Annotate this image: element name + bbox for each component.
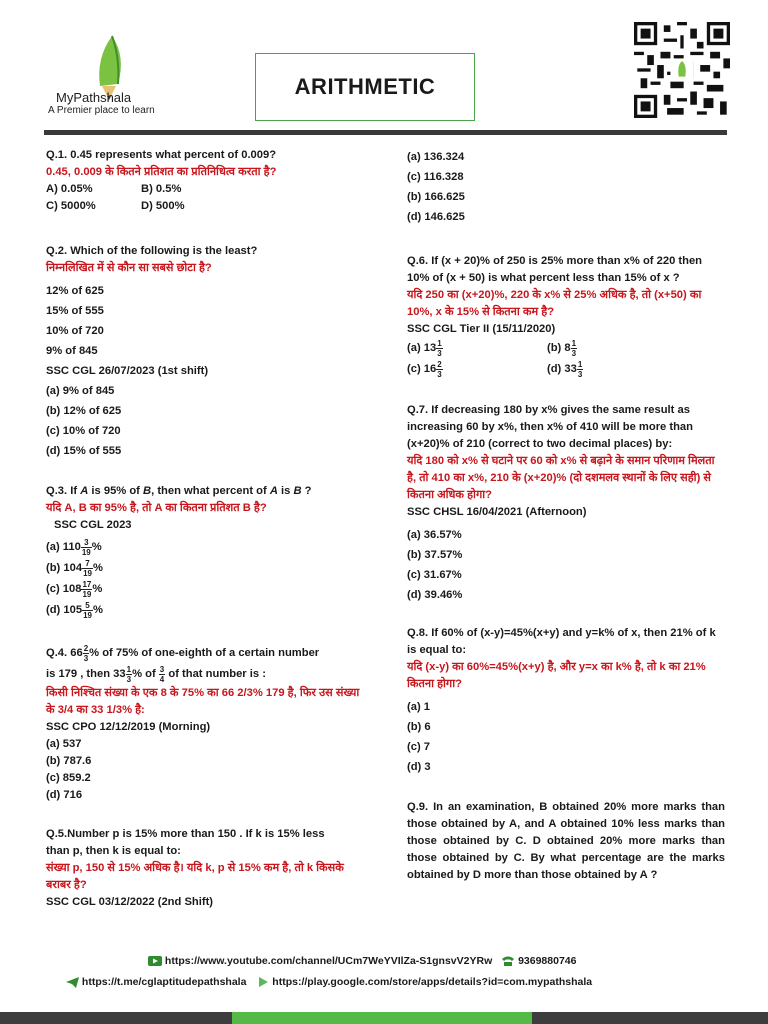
option: (c) 859.2 bbox=[46, 772, 91, 784]
option-label: (b) 8 bbox=[547, 342, 571, 354]
numerator: 7 bbox=[82, 559, 93, 569]
question-text-hi: संख्या p, 150 से 15% अधिक है। यदि k, p से 15% कम है, तो k किसके बराबर है? bbox=[46, 862, 344, 891]
q3-var: A bbox=[80, 485, 89, 497]
question-text-en: Q.9. In an examination, B obtained 20% more marks than those obtained by A, and A obtained 10% less marks than those obtained by C. D obtained 20% more marks than those obtained by C. By what percentage are the marks obtained by D more than those obtained by A ? bbox=[407, 801, 725, 881]
option: (a) 36.57% bbox=[407, 529, 462, 541]
question-text-hi: 0.45, 0.009 के कितने प्रतिशत का प्रतिनिधित्व करता है? bbox=[46, 166, 277, 178]
option: (a) 537 bbox=[46, 738, 82, 750]
percent-sign: % bbox=[92, 562, 103, 574]
denominator: 3 bbox=[437, 369, 442, 379]
question-text-hi: यदि (x-y) का 60%=45%(x+y) है, और y=x का k% है, तो k का 21% कितना होगा? bbox=[407, 661, 706, 690]
phone-icon bbox=[501, 955, 515, 967]
denominator: 19 bbox=[81, 547, 91, 557]
q4-text-part: of that number is : bbox=[165, 668, 266, 680]
numerator: 5 bbox=[82, 601, 93, 611]
question-4 bbox=[46, 643, 376, 804]
option-label: (a) 110 bbox=[46, 541, 81, 553]
numerator: 2 bbox=[83, 643, 89, 653]
denominator: 19 bbox=[83, 568, 92, 578]
exam-source: SSC CPO 12/12/2019 (Morning) bbox=[46, 721, 211, 733]
question-1 bbox=[46, 147, 376, 215]
question-text-hi: यदि 250 का (x+20)%, 220 के x% से 25% अधिक है, तो (x+50) का 10%, x के 15% से कितना कम है? bbox=[407, 289, 702, 318]
question-7 bbox=[407, 402, 725, 605]
brand-tagline: A Premier place to learn bbox=[48, 105, 155, 116]
option: (d) 146.625 bbox=[407, 211, 465, 223]
option: C) 5000% bbox=[46, 200, 96, 212]
question-5-options bbox=[407, 147, 725, 227]
page-title bbox=[255, 53, 475, 121]
denominator: 3 bbox=[126, 674, 132, 684]
fraction bbox=[577, 360, 583, 379]
option bbox=[547, 359, 583, 380]
qr-code-icon[interactable] bbox=[634, 22, 730, 118]
option: (c) 31.67% bbox=[407, 569, 462, 581]
option: (b) 166.625 bbox=[407, 191, 465, 203]
exam-source: SSC CGL Tier II (15/11/2020) bbox=[407, 323, 556, 335]
option: D) 500% bbox=[141, 200, 185, 212]
denominator: 3 bbox=[83, 653, 89, 663]
option-label: (c) 108 bbox=[46, 583, 82, 595]
option-label: (c) 16 bbox=[407, 363, 437, 375]
q3-text-part: ? bbox=[301, 485, 312, 497]
footer-row-1 bbox=[148, 955, 768, 967]
option-row bbox=[407, 338, 725, 359]
question-8 bbox=[407, 625, 725, 777]
left-column bbox=[46, 147, 376, 929]
option bbox=[46, 600, 376, 621]
option-row bbox=[407, 359, 725, 380]
fraction bbox=[82, 601, 93, 620]
fraction bbox=[81, 538, 92, 557]
question-text-hi: यदि A, B का 95% है, तो A का कितना प्रतिशत B है? bbox=[46, 502, 267, 514]
q4-text-part: % of 75% of one-eighth of a certain number bbox=[89, 647, 320, 659]
option: (a) 1 bbox=[407, 701, 431, 713]
option: (d) 15% of 555 bbox=[46, 445, 122, 457]
numerator: 1 bbox=[437, 338, 442, 348]
header-divider bbox=[44, 130, 727, 135]
numerator: 2 bbox=[437, 359, 442, 369]
option: (c) 116.328 bbox=[407, 171, 464, 183]
q3-var: A bbox=[269, 485, 278, 497]
option bbox=[46, 558, 376, 579]
question-text-en: Q.7. If decreasing 180 by x% gives the same result as increasing 60 by x%, then x% of 410 will be more than (x+20)% of 210 (correct to two decimal places) by: bbox=[407, 404, 693, 450]
list-item: 12% of 625 bbox=[46, 285, 104, 297]
denominator: 19 bbox=[82, 589, 92, 599]
option: (d) 716 bbox=[46, 789, 83, 801]
title-text: ARITHMETIC bbox=[294, 74, 436, 99]
brand-name: MyPathshala bbox=[56, 90, 132, 105]
percent-sign: % bbox=[92, 583, 103, 595]
fraction bbox=[436, 339, 442, 358]
fraction bbox=[81, 580, 92, 599]
denominator: 3 bbox=[437, 348, 442, 358]
question-6 bbox=[407, 253, 725, 380]
option bbox=[407, 359, 547, 380]
play-store-icon[interactable] bbox=[257, 976, 269, 988]
question-text-hi: यदि 180 को x% से घटाने पर 60 को x% से बढ़ाने के समान परिणाम मिलता है, तो 410 का x%, 210 के (x+20)% (दो दशमलव स्थानों के लिए सही) से कितना अधिक होगा? bbox=[407, 455, 715, 501]
list-item: 15% of 555 bbox=[46, 305, 104, 317]
q3-text-part: , then what percent of bbox=[151, 485, 270, 497]
telegram-link[interactable]: https://t.me/cglaptitudepathshala bbox=[81, 976, 247, 989]
question-9 bbox=[407, 799, 725, 884]
right-column bbox=[407, 147, 725, 902]
option-label: (b) 104 bbox=[46, 562, 83, 574]
numerator: 1 bbox=[577, 359, 583, 369]
option bbox=[407, 338, 547, 359]
question-5 bbox=[46, 826, 376, 911]
option: (a) 136.324 bbox=[407, 151, 465, 163]
option: (d) 3 bbox=[407, 761, 431, 773]
option: (a) 9% of 845 bbox=[46, 385, 115, 397]
q3-text-part: is bbox=[277, 485, 294, 497]
q3-var: B bbox=[293, 485, 302, 497]
option: (c) 10% of 720 bbox=[46, 425, 121, 437]
numerator: 1 bbox=[571, 338, 577, 348]
phone-number[interactable]: 9369880746 bbox=[518, 955, 577, 968]
denominator: 3 bbox=[571, 348, 577, 358]
question-text-en bbox=[46, 483, 376, 500]
q4-text-part: is 179 , then 33 bbox=[46, 668, 126, 680]
option: (b) 37.57% bbox=[407, 549, 463, 561]
q4-text-part: Q.4. 66 bbox=[46, 647, 83, 659]
denominator: 19 bbox=[83, 610, 92, 620]
option: B) 0.5% bbox=[141, 183, 182, 195]
percent-sign: % bbox=[91, 541, 102, 553]
option bbox=[46, 579, 376, 600]
q3-text-part: Q.3. If bbox=[46, 485, 81, 497]
question-text-en: Q.6. If (x + 20)% of 250 is 25% more than x% of 220 then 10% of (x + 50) is what percent less than 15% of x ? bbox=[407, 255, 703, 284]
option: (d) 39.46% bbox=[407, 589, 463, 601]
list-item: 10% of 720 bbox=[46, 325, 104, 337]
q3-var: B bbox=[143, 485, 152, 497]
q4-text-part: % of bbox=[132, 668, 159, 680]
question-text-en: Q.2. Which of the following is the least? bbox=[46, 245, 258, 257]
option bbox=[547, 338, 577, 359]
fraction bbox=[571, 339, 577, 358]
denominator: 3 bbox=[577, 369, 583, 379]
numerator: 3 bbox=[81, 538, 92, 548]
option: (b) 12% of 625 bbox=[46, 405, 122, 417]
play-store-link[interactable]: https://play.google.com/store/apps/details?id=com.mypathshala bbox=[272, 976, 593, 989]
question-text-en: Q.5.Number p is 15% more than 150 . If k is 15% less than p, then k is equal to: bbox=[46, 828, 325, 857]
question-2 bbox=[46, 243, 376, 461]
exam-source: SSC CGL 26/07/2023 (1st shift) bbox=[46, 365, 209, 377]
numerator: 3 bbox=[159, 664, 165, 674]
telegram-icon[interactable] bbox=[66, 977, 79, 988]
list-item: 9% of 845 bbox=[46, 345, 98, 357]
option-label: (d) 105 bbox=[46, 604, 83, 616]
question-3 bbox=[46, 483, 376, 621]
fraction bbox=[436, 360, 442, 379]
fraction bbox=[82, 559, 93, 578]
percent-sign: % bbox=[92, 604, 103, 616]
option-label: (a) 13 bbox=[407, 342, 437, 354]
q3-text-part: is 95% of bbox=[88, 485, 144, 497]
question-text-en bbox=[46, 643, 376, 664]
option bbox=[46, 537, 376, 558]
footer-bar-accent bbox=[232, 1012, 532, 1024]
question-text-en: Q.1. 0.45 represents what percent of 0.009? bbox=[46, 149, 277, 161]
option: (b) 787.6 bbox=[46, 755, 92, 767]
option-label: (d) 33 bbox=[547, 363, 577, 375]
denominator: 4 bbox=[159, 674, 165, 684]
youtube-link[interactable]: https://www.youtube.com/channel/UCm7WeYVIlZa-S1gnsvV2YRw bbox=[164, 955, 493, 968]
question-text-hi: किसी निश्चित संख्या के एक 8 के 75% का 66 2/3% 179 है, फिर उस संख्या के 3/4 का 33 1/3% है: bbox=[46, 687, 360, 716]
exam-source: SSC CGL 2023 bbox=[54, 519, 132, 531]
option: (b) 6 bbox=[407, 721, 431, 733]
option: (c) 7 bbox=[407, 741, 431, 753]
numerator: 1 bbox=[126, 664, 132, 674]
youtube-icon[interactable] bbox=[148, 956, 162, 966]
option: A) 0.05% bbox=[46, 183, 93, 195]
question-text-hi: निम्नलिखित में से कौन सा सबसे छोटा है? bbox=[46, 262, 212, 274]
footer-row-2 bbox=[66, 976, 768, 988]
numerator: 17 bbox=[82, 579, 92, 589]
question-text-en: Q.8. If 60% of (x-y)=45%(x+y) and y=k% of x, then 21% of k is equal to: bbox=[407, 627, 716, 656]
exam-source: SSC CGL 03/12/2022 (2nd Shift) bbox=[46, 896, 214, 908]
exam-source: SSC CHSL 16/04/2021 (Afternoon) bbox=[407, 506, 587, 518]
question-text-en bbox=[46, 664, 376, 685]
